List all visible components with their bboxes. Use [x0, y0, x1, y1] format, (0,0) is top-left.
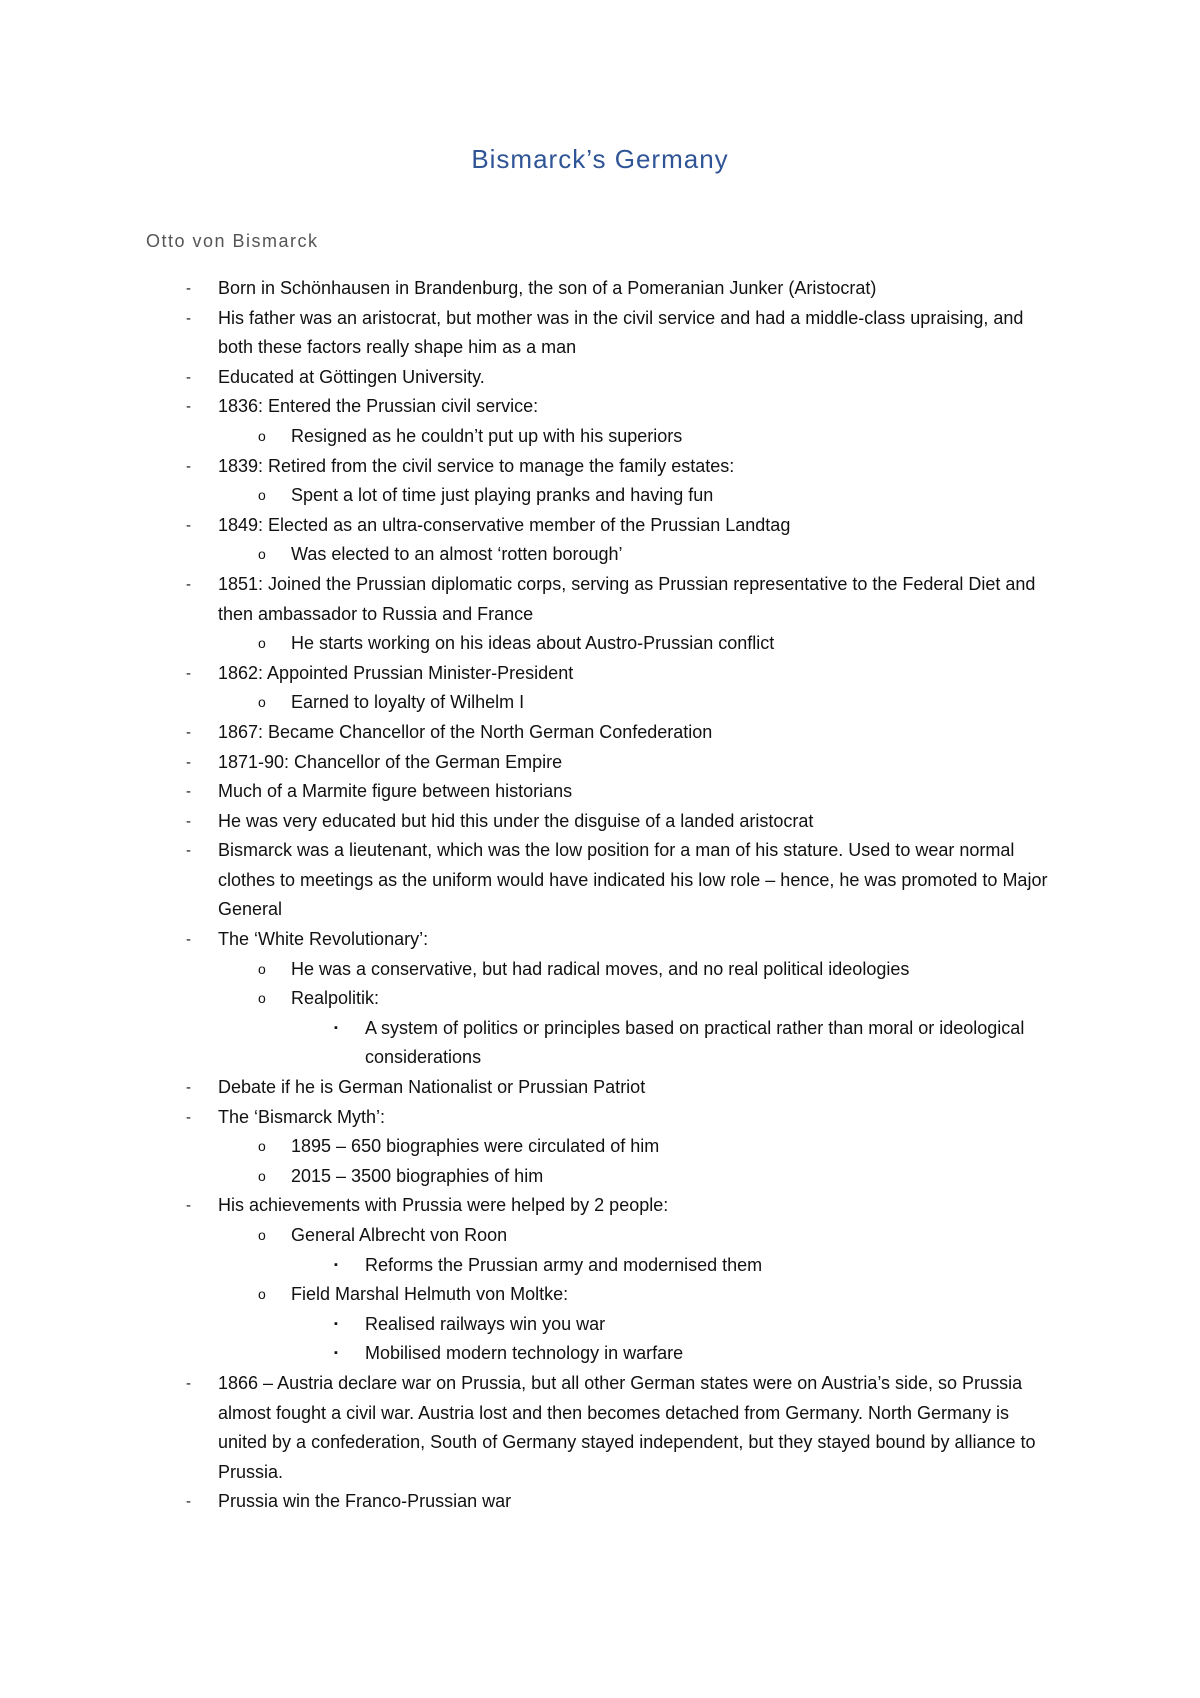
list-item-text: 1836: Entered the Prussian civil service:	[218, 396, 539, 417]
list-item-text: 1867: Became Chancellor of the North German Confederation	[218, 721, 713, 742]
list-item	[0, 836, 1200, 925]
list-item	[0, 1310, 1200, 1340]
list-item	[0, 392, 1200, 422]
list-item-text: Prussia win the Franco-Prussian war	[218, 1491, 512, 1512]
list-item-text: Field Marshal Helmuth von Moltke:	[291, 1284, 569, 1305]
bullet-marker: -	[186, 280, 191, 297]
list-item-text: General Albrecht von Roon	[291, 1225, 508, 1245]
list-item-text: Resigned as he couldn’t put up with his superiors	[291, 425, 683, 446]
list-item	[0, 1251, 1200, 1281]
list-item	[0, 984, 1200, 1014]
bullet-marker: o	[258, 960, 266, 977]
list-item	[0, 570, 1200, 629]
bullet-marker: -	[186, 516, 191, 534]
document-title: Bismarck’s Germany	[471, 144, 729, 174]
list-item-text: Much of a Marmite figure between historians	[218, 781, 573, 802]
list-item-text: 2015 – 3500 biographies of him	[291, 1165, 544, 1186]
bullet-marker: -	[186, 1079, 191, 1097]
list-item	[0, 1280, 1200, 1310]
bullet-marker: -	[186, 783, 191, 801]
bullet-marker: -	[186, 753, 191, 771]
list-item	[0, 955, 1200, 985]
list-item	[0, 422, 1200, 452]
list-item	[0, 1073, 1200, 1103]
list-item	[0, 511, 1200, 541]
list-item	[0, 925, 1200, 955]
bullet-marker: o	[258, 635, 266, 652]
bullet-marker: -	[186, 368, 191, 386]
list-item-text: 1851: Joined the Prussian diplomatic corps, serving as Prussian representative to the Federal Diet and then ambassador to Russia and France	[218, 573, 1036, 624]
list-item	[0, 1221, 1200, 1251]
list-item-text: Educated at Göttingen University.	[218, 366, 485, 387]
list-item-text: Debate if he is German Nationalist or Prussian Patriot	[218, 1077, 646, 1098]
list-item-text: 1849: Elected as an ultra-conservative member of the Prussian Landtag	[218, 514, 791, 535]
bullet-list	[0, 274, 1200, 1517]
list-item	[0, 274, 1200, 304]
bullet-marker: -	[186, 575, 191, 593]
list-item	[0, 1339, 1200, 1369]
list-item	[0, 629, 1200, 659]
list-item-text: 1895 – 650 biographies were circulated of him	[291, 1136, 660, 1157]
list-item-text: He was a conservative, but had radical moves, and no real political ideologies	[291, 958, 910, 979]
list-item	[0, 363, 1200, 393]
list-item	[0, 452, 1200, 482]
list-item	[0, 1014, 1200, 1073]
list-item-text: 1871-90: Chancellor of the German Empire	[218, 751, 563, 772]
list-item-text: The ‘Bismarck Myth’:	[218, 1106, 386, 1127]
list-item	[0, 718, 1200, 748]
bullet-marker: -	[186, 457, 191, 475]
bullet-marker: o	[258, 1286, 266, 1303]
bullet-marker: -	[186, 664, 191, 682]
bullet-marker: ▪	[334, 1347, 338, 1360]
list-item-text: Bismarck was a lieutenant, which was the low position for a man of his stature. Used to wear normal clothes to meetings as the uniform would have indicated his low role – hence, he was promoted to Major General	[218, 840, 1048, 920]
list-item	[0, 1162, 1200, 1192]
list-item-text: Was elected to an almost ‘rotten borough’	[291, 544, 623, 565]
list-item	[0, 1369, 1200, 1487]
list-item-text: Realised railways win you war	[365, 1313, 606, 1334]
bullet-marker: o	[258, 1227, 266, 1243]
bullet-marker: o	[258, 487, 266, 504]
list-item-text: The ‘White Revolutionary’:	[218, 929, 429, 950]
list-item-text: He starts working on his ideas about Austro-Prussian conflict	[291, 633, 775, 654]
bullet-marker: o	[258, 1138, 266, 1155]
list-item-text: 1839: Retired from the civil service to manage the family estates:	[218, 455, 735, 476]
bullet-marker: o	[258, 546, 266, 563]
list-item	[0, 304, 1200, 363]
list-item	[0, 1132, 1200, 1162]
list-item	[0, 748, 1200, 778]
list-item	[0, 688, 1200, 718]
list-item	[0, 540, 1200, 570]
list-item-text: 1862: Appointed Prussian Minister-President	[218, 662, 574, 683]
bullet-marker: -	[186, 1108, 191, 1126]
list-item-text: A system of politics or principles based on practical rather than moral or ideological considerations	[365, 1017, 1025, 1068]
list-item-text: Realpolitik:	[291, 988, 380, 1009]
bullet-marker: -	[186, 309, 191, 327]
list-item-text: Mobilised modern technology in warfare	[365, 1343, 684, 1364]
list-item-text: Reforms the Prussian army and modernised them	[365, 1254, 763, 1275]
bullet-marker: o	[258, 694, 266, 711]
list-item	[0, 659, 1200, 689]
bullet-marker: -	[186, 1493, 191, 1511]
bullet-marker: -	[186, 1374, 191, 1392]
bullet-marker: -	[186, 1197, 191, 1215]
section-heading: Otto von Bismarck	[146, 231, 319, 251]
bullet-marker: -	[186, 398, 191, 416]
bullet-marker: o	[258, 427, 266, 444]
bullet-marker: -	[186, 723, 191, 741]
list-item	[0, 481, 1200, 511]
list-item	[0, 1487, 1200, 1517]
list-item-text: He was very educated but hid this under the disguise of a landed aristocrat	[218, 810, 814, 831]
list-item-text: His achievements with Prussia were helped by 2 people:	[218, 1195, 669, 1216]
list-item	[0, 1103, 1200, 1133]
bullet-marker: -	[186, 931, 191, 949]
list-item	[0, 1191, 1200, 1221]
bullet-marker: o	[258, 990, 266, 1007]
bullet-marker: ▪	[334, 1021, 338, 1034]
list-item-text: His father was an aristocrat, but mother was in the civil service and had a middle-class upraising, and both these factors really shape him as a man	[218, 307, 1024, 358]
bullet-marker: -	[186, 842, 191, 860]
bullet-marker: ▪	[334, 1258, 338, 1271]
bullet-marker: o	[258, 1167, 266, 1184]
list-item-text: Spent a lot of time just playing pranks and having fun	[291, 485, 714, 506]
list-item	[0, 777, 1200, 807]
bullet-marker: ▪	[334, 1317, 338, 1330]
list-item	[0, 807, 1200, 837]
list-item-text: 1866 – Austria declare war on Prussia, but all other German states were on Austria’s side, so Prussia almost fought a civil war. Austria lost and then becomes detached from Germany. North Germany is united by a confederation, South of Germany stayed independent, but they stayed bound by alliance to Prussia.	[218, 1372, 1036, 1482]
bullet-marker: -	[186, 812, 191, 830]
list-item-text: Born in Schönhausen in Brandenburg, the son of a Pomeranian Junker (Aristocrat)	[218, 278, 877, 298]
list-item-text: Earned to loyalty of Wilhelm I	[291, 692, 525, 713]
